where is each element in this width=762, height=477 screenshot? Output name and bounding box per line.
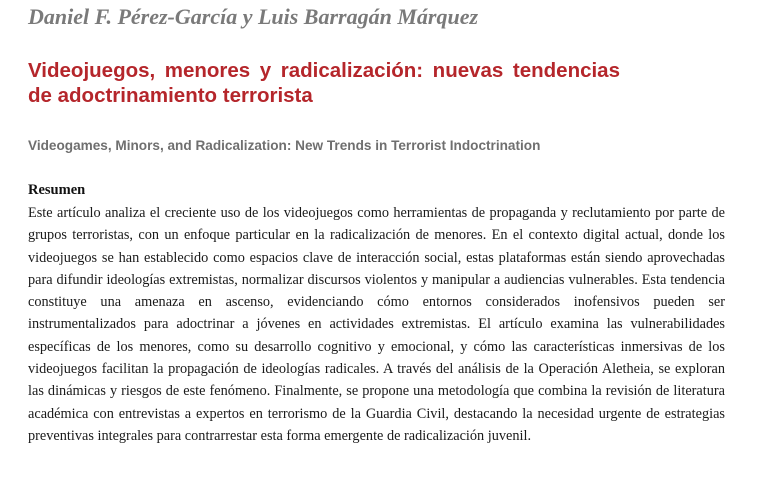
article-title-english: Videogames, Minors, and Radicalization: New Trends in Terrorist Indoctrination bbox=[28, 138, 541, 153]
author-line: Daniel F. Pérez-García y Luis Barragán Márquez bbox=[28, 4, 479, 29]
article-title-spanish: Videojuegos, menores y radicalización: nuevas tendencias de adoctrinamiento terrorista bbox=[28, 59, 620, 107]
abstract-heading: Resumen bbox=[28, 182, 86, 198]
abstract-body: Este artículo analiza el creciente uso de los videojuegos como herramientas de propaganda y reclutamiento por parte de grupos terroristas, con un enfoque particular en la radicalización de menores. En el contexto digital actual, donde los videojuegos se han establecido como espacios clave de interacción social, estas plataformas están siendo aprovechadas para difundir ideologías extremistas, normalizar discursos violentos y manipular a audiencias vulnerables. Esta tendencia constituye una amenaza en ascenso, evidenciando cómo entornos considerados inofensivos pueden ser instrumentalizados para adoctrinar a jóvenes en actividades extremistas. El artículo examina las vulnerabilidades específicas de los menores, como su desarrollo cognitivo y emocional, y cómo las características inmersivas de los videojuegos facilitan la propagación de ideologías radicales. A través del análisis de la Operación Aletheia, se exploran las dinámicas y riesgos de este fenómeno. Finalmente, se propone una metodología que combina la revisión de literatura académica con entrevistas a expertos en terrorismo de la Guardia Civil, destacando la necesidad urgente de estrategias preventivas integrales para contrarrestar esta forma emergente de radicalización juvenil. bbox=[28, 205, 725, 444]
